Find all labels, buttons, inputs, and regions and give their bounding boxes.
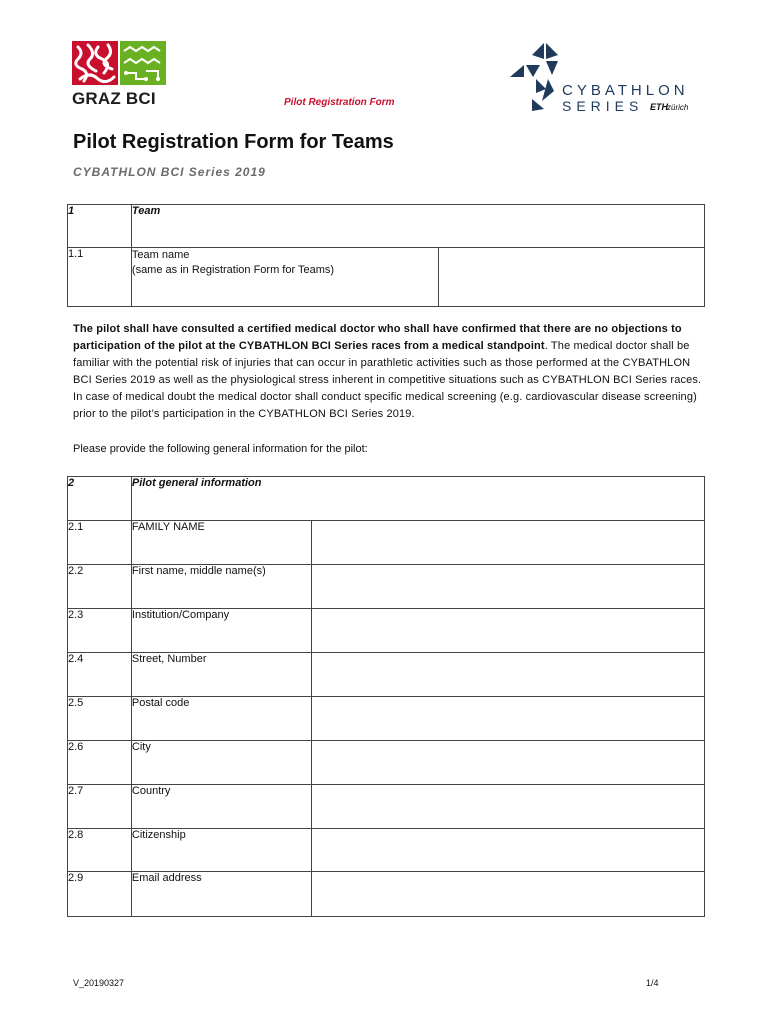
row-number: 2.7 (68, 785, 132, 829)
team-name-label-line2: (same as in Registration Form for Teams) (131, 264, 335, 276)
page-title: Pilot Registration Form for Teams (73, 131, 394, 153)
cybathlon-logo-line2: SERIES (562, 98, 644, 113)
medical-requirement-paragraph (73, 321, 703, 423)
table-row (68, 653, 705, 697)
city-label: City (131, 741, 311, 785)
team-section-number: 1 (68, 205, 132, 248)
country-field[interactable] (311, 785, 704, 829)
table-row (68, 872, 705, 917)
team-table (67, 204, 705, 307)
row-number: 2.2 (68, 565, 132, 609)
table-row (68, 565, 705, 609)
eth-label: ETH (650, 102, 668, 112)
team-name-label-line1: Team name (131, 249, 190, 261)
pilot-section-title: Pilot general information (131, 477, 704, 521)
street-field[interactable] (311, 653, 704, 697)
first-name-label: First name, middle name(s) (131, 565, 311, 609)
citizenship-field[interactable] (311, 829, 704, 872)
first-name-field[interactable] (311, 565, 704, 609)
table-row (68, 697, 705, 741)
postal-code-field[interactable] (311, 697, 704, 741)
instruction-text: Please provide the following general information for the pilot: (73, 443, 368, 455)
institution-label: Institution/Company (131, 609, 311, 653)
email-label: Email address (131, 872, 311, 917)
pilot-info-table (67, 476, 705, 917)
city-field[interactable] (311, 741, 704, 785)
cybathlon-logo (510, 41, 700, 113)
row-number: 2.3 (68, 609, 132, 653)
institution-field[interactable] (311, 609, 704, 653)
family-name-field[interactable] (311, 521, 704, 565)
country-label: Country (131, 785, 311, 829)
family-name-label: FAMILY NAME (131, 521, 311, 565)
medical-requirement-rest: . The medical doctor shall be familiar with the potential risk of injuries that can occur in parathletic activities such as those performed at the CYBATHLON BCI Series 2019 as well as the physiological stress inherent in competitive situations such as CYBATHLON BCI Series races. In case of medical doubt the medical doctor shall conduct specific medical screening (e.g. cardiovascular disease screening) prior to the pilot’s participation in the CYBATHLON BCI Series 2019. (73, 340, 702, 420)
team-section-title: Team (131, 205, 704, 248)
row-number: 2.8 (68, 829, 132, 872)
row-number: 2.4 (68, 653, 132, 697)
pilot-section-number: 2 (68, 477, 132, 521)
table-row (68, 829, 705, 872)
cybathlon-logo-line1: CYBATHLON (562, 82, 689, 99)
page-subtitle: CYBATHLON BCI Series 2019 (73, 165, 266, 179)
team-header-row (68, 205, 705, 248)
team-name-field[interactable] (439, 248, 705, 307)
row-number: 2.6 (68, 741, 132, 785)
header-form-label: Pilot Registration Form (284, 97, 395, 108)
pilot-header-row (68, 477, 705, 521)
table-row (68, 609, 705, 653)
footer-version: V_20190327 (73, 978, 125, 988)
team-name-label (131, 248, 439, 307)
row-number: 2.9 (68, 872, 132, 917)
team-name-row (68, 248, 705, 307)
table-row (68, 521, 705, 565)
team-name-number: 1.1 (68, 248, 132, 307)
row-number: 2.5 (68, 697, 132, 741)
street-label: Street, Number (131, 653, 311, 697)
medical-requirement-bold: The pilot shall have consulted a certified medical doctor who shall have confirmed that there are no objections to participation of the pilot at the CYBATHLON BCI Series races from a medical standpoint (73, 323, 682, 352)
table-row (68, 741, 705, 785)
graz-bci-logo-text: GRAZ BCI (72, 89, 156, 108)
zurich-label: zürich (667, 103, 689, 112)
postal-code-label: Postal code (131, 697, 311, 741)
citizenship-label: Citizenship (131, 829, 311, 872)
table-row (68, 785, 705, 829)
email-field[interactable] (311, 872, 704, 917)
footer-page-number: 1/4 (646, 978, 659, 988)
row-number: 2.1 (68, 521, 132, 565)
